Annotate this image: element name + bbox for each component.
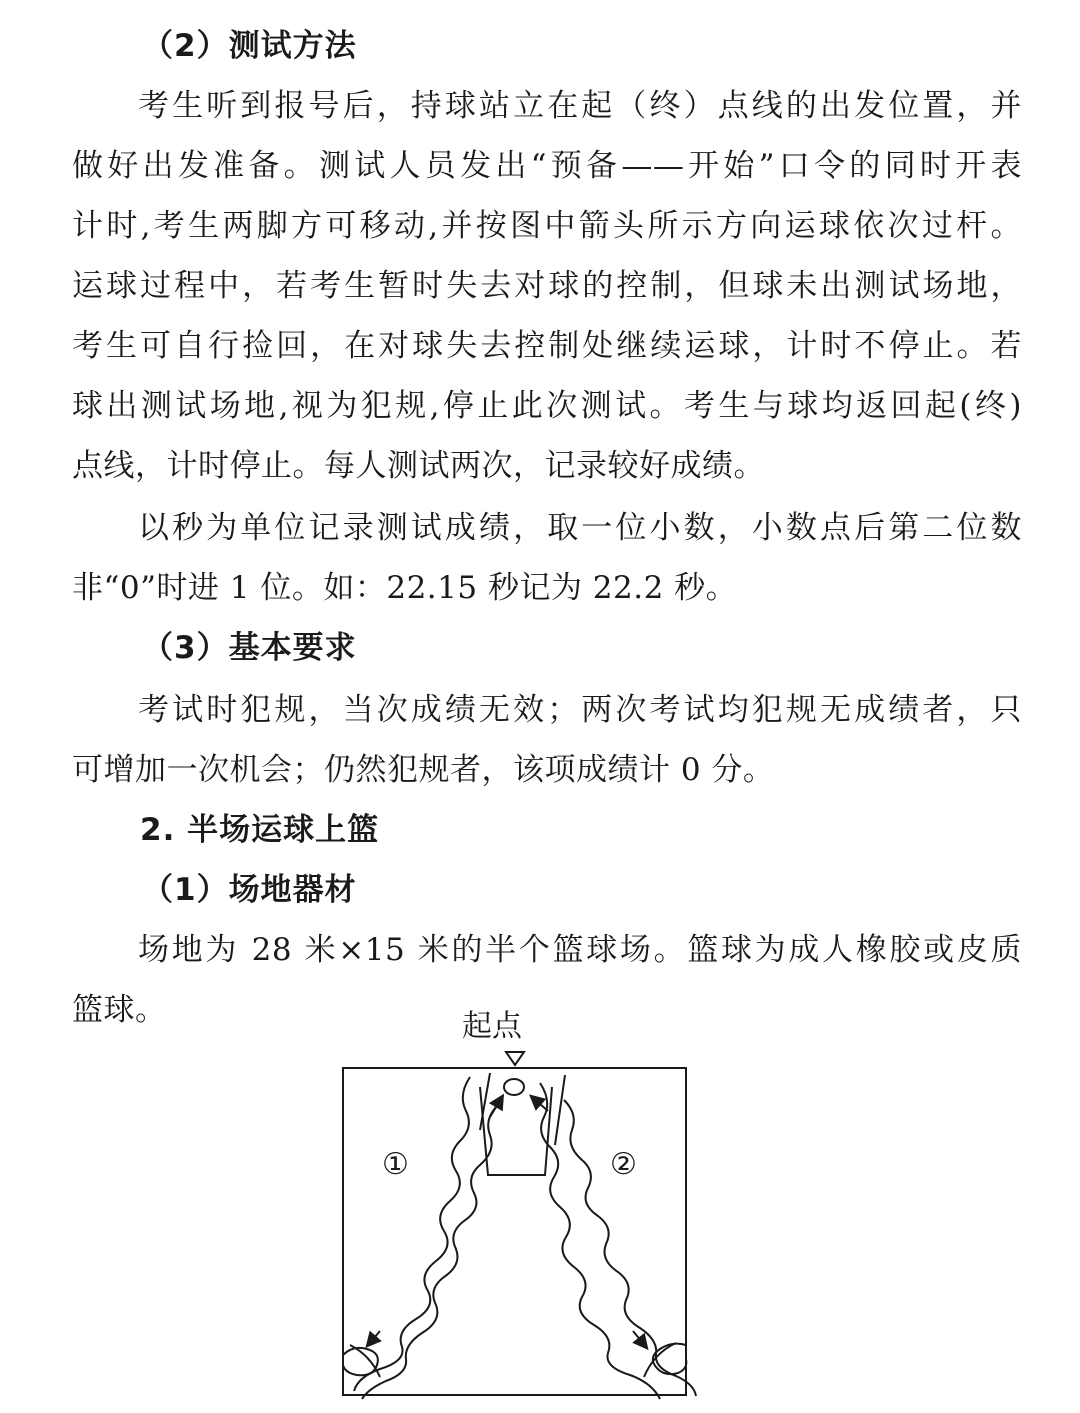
heading-venue-equipment: （1）场地器材	[142, 872, 357, 908]
start-point-label: 起点	[462, 1009, 522, 1044]
arrow-left-bottom	[368, 1331, 380, 1345]
arrow-left-top	[490, 1097, 502, 1117]
arrow-right-bottom	[633, 1331, 646, 1347]
route-1-label: ①	[382, 1147, 409, 1182]
paragraph-line: 以秒为单位记录测试成绩，取一位小数，小数点后第二位数	[138, 510, 1022, 546]
heading-test-method: （2）测试方法	[142, 28, 357, 64]
paragraph-line: 计时,考生两脚方可移动,并按图中箭头所示方向运球依次过杆。	[72, 208, 1022, 244]
paragraph-line: 非“0”时进 1 位。如：22.15 秒记为 22.2 秒。	[72, 570, 738, 606]
paragraph-line: 考试时犯规，当次成绩无效；两次考试均犯规无成绩者，只	[138, 692, 1022, 728]
paragraph-line: 篮球。	[72, 992, 167, 1028]
paragraph-line: 球出测试场地,视为犯规,停止此次测试。考生与球均返回起(终)	[72, 388, 1022, 424]
paragraph-line: 点线，计时停止。每人测试两次，记录较好成绩。	[72, 448, 765, 484]
paragraph-line: 场地为 28 米×15 米的半个篮球场。篮球为成人橡胶或皮质	[138, 932, 1022, 968]
paragraph-line: 考生听到报号后，持球站立在起（终）点线的出发位置，并	[138, 88, 1022, 124]
start-circle	[504, 1079, 524, 1095]
paragraph-line: 可增加一次机会；仍然犯规者，该项成绩计 0 分。	[72, 752, 775, 788]
heading-half-court-dribble: 2. 半场运球上篮	[140, 812, 380, 848]
court-diagram-svg	[330, 1005, 700, 1405]
heading-basic-requirements: （3）基本要求	[142, 630, 357, 666]
court-route-diagram	[330, 1005, 700, 1405]
route-2-label: ②	[610, 1147, 637, 1182]
court-boundary	[343, 1068, 686, 1395]
route-left-outer	[354, 1077, 470, 1391]
lane-line-right	[555, 1075, 565, 1145]
arrow-right-top	[532, 1097, 548, 1111]
paragraph-line: 考生可自行捡回，在对球失去控制处继续运球，计时不停止。若	[72, 328, 1022, 364]
route-right-inner	[564, 1100, 696, 1396]
paragraph-line: 做好出发准备。测试人员发出“预备——开始”口令的同时开表	[72, 148, 1022, 184]
start-triangle-icon	[506, 1052, 524, 1065]
paragraph-line: 运球过程中，若考生暂时失去对球的控制，但球未出测试场地，	[72, 268, 1022, 304]
